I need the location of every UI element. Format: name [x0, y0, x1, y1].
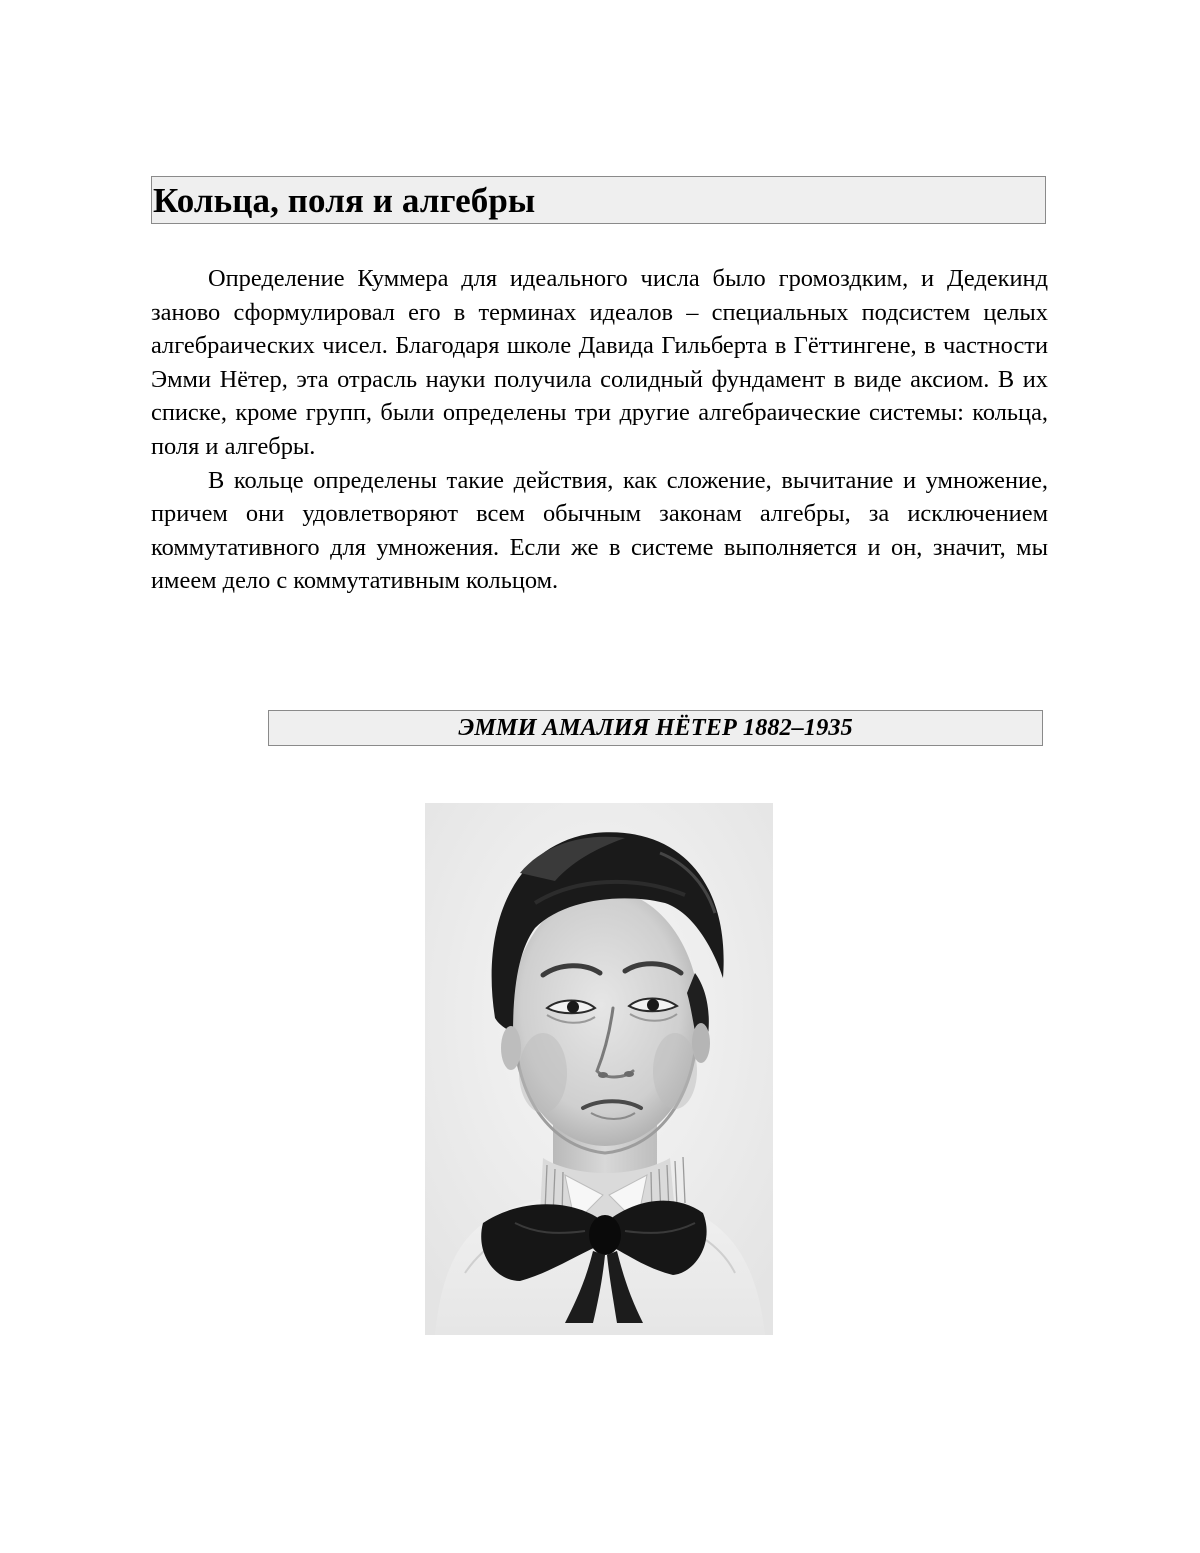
portrait-photo [425, 803, 773, 1335]
paragraph-1: Определение Куммера для идеального числа было громоздким, и Дедекинд заново сформулировал его в терминах идеалов – специальных подсистем целых алгебраических чисел. Благодаря школе Давида Гильберта в Гёттингене, в частности Эмми Нётер, эта отрасль науки получила солидный фундамент в виде аксиом. В их списке, кроме групп, были определены три другие алгебраические системы: кольца, поля и алгебры. [151, 265, 1048, 460]
paragraph-2: В кольце определены такие действия, как сложение, вычитание и умножение, причем они удовлетворяют всем обычным законам алгебры, за исключением коммутативного для умножения. Если же в системе выполняется и он, значит, мы имеем дело с коммутативным кольцом. [151, 466, 1048, 595]
chapter-title: Кольца, поля и алгебры [153, 180, 536, 220]
figure-caption-box [268, 710, 1043, 746]
portrait-illustration [425, 803, 773, 1335]
chapter-title-box [151, 176, 1046, 224]
figure-caption: ЭММИ АМАЛИЯ НЁТЕР 1882–1935 [458, 713, 853, 741]
body-text [151, 262, 1048, 598]
